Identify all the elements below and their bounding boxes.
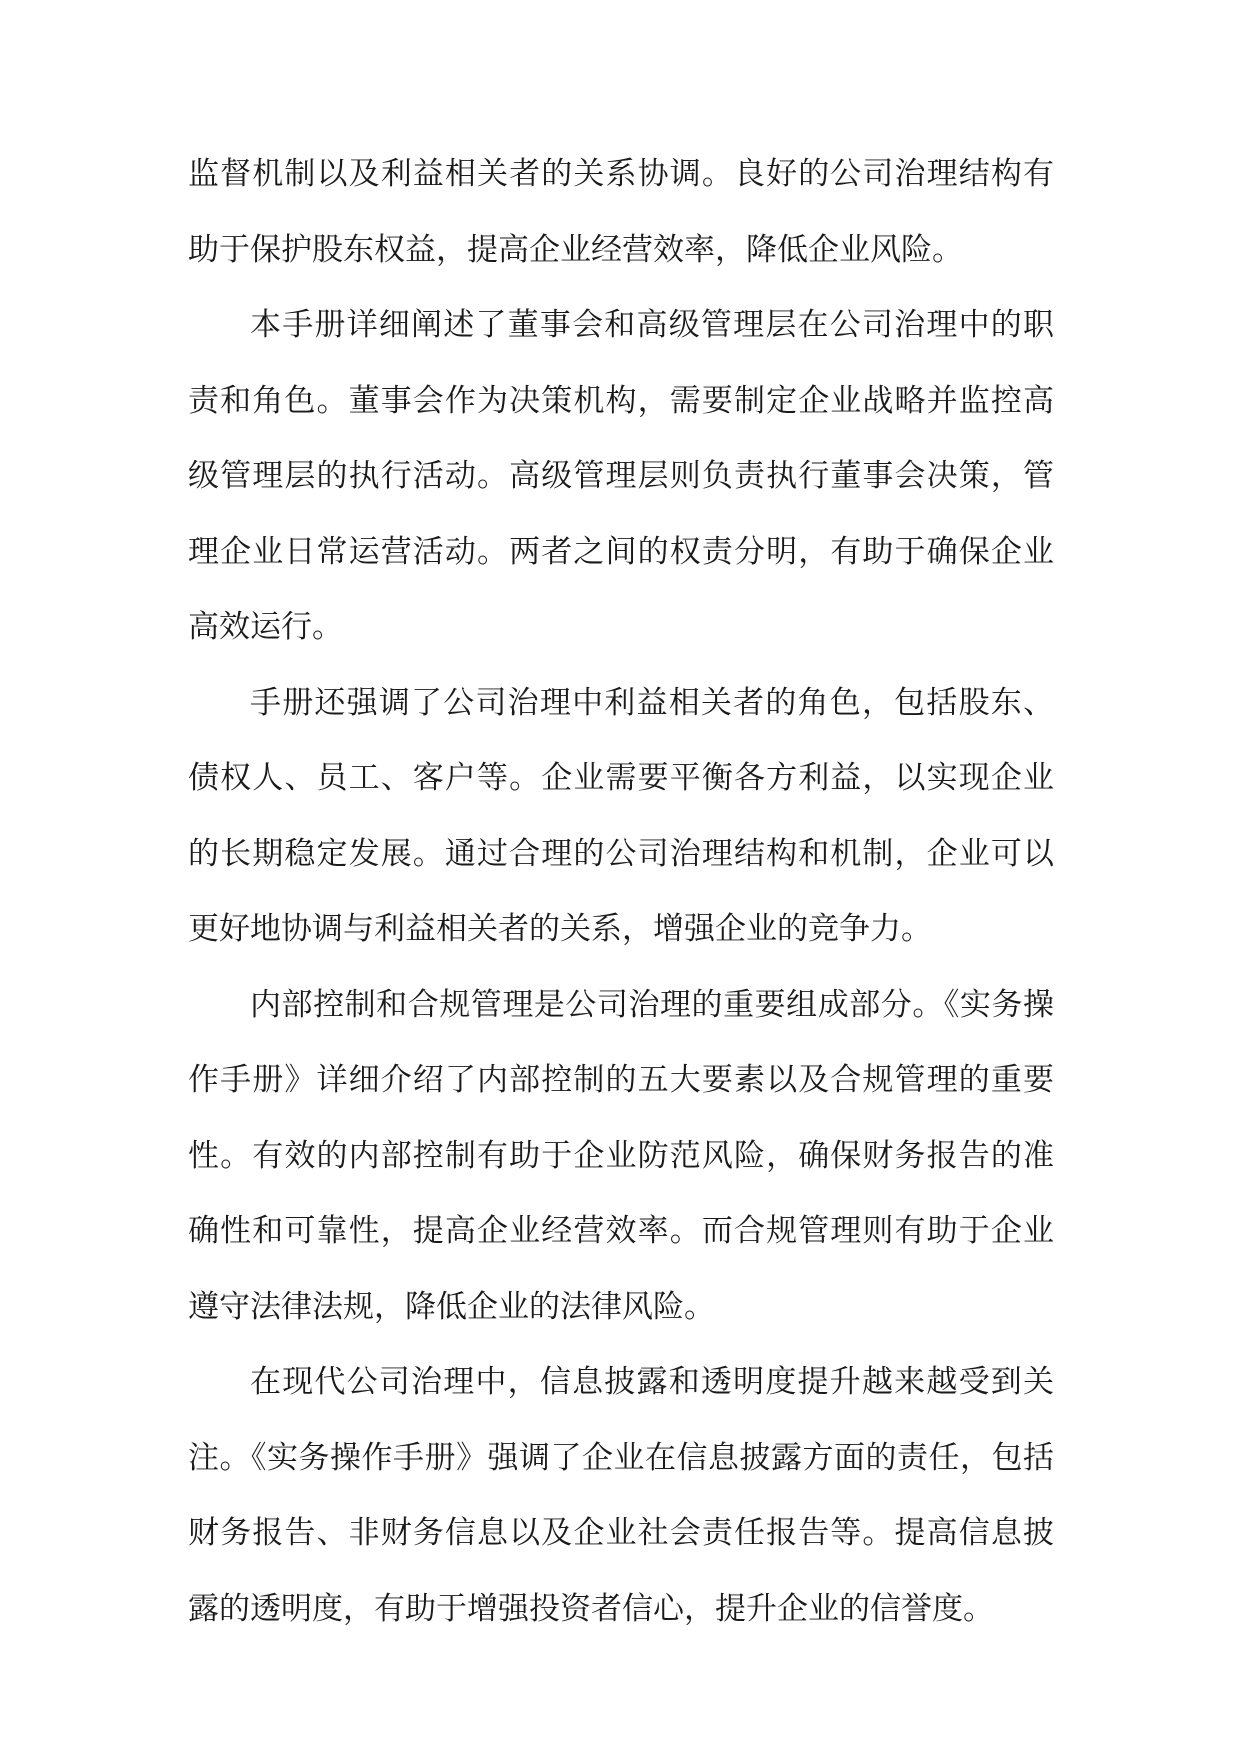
paragraph-board-and-management: 本手册详细阐述了董事会和高级管理层在公司治理中的职责和角色。董事会作为决策机构，需要制定企业战略并监控高级管理层的执行活动。高级管理层则负责执行董事会决策，管理企业日常运营活动。两者之间的权责分明，有助于确保企业高效运行。 <box>188 307 1054 645</box>
paragraph-stakeholders: 手册还强调了公司治理中利益相关者的角色，包括股东、债权人、员工、客户等。企业需要平衡各方利益，以实现企业的长期稳定发展。通过合理的公司治理结构和机制，企业可以更好地协调与利益相关者的关系，增强企业的竞争力。 <box>188 684 1054 947</box>
paragraph-continuation: 监督机制以及利益相关者的关系协调。良好的公司治理结构有助于保护股东权益，提高企业经营效率，降低企业风险。 <box>188 156 1054 268</box>
paragraph-internal-control: 内部控制和合规管理是公司治理的重要组成部分。《实务操作手册》详细介绍了内部控制的五大要素以及合规管理的重要性。有效的内部控制有助于企业防范风险，确保财务报告的准确性和可靠性，提高企业经营效率。而合规管理则有助于企业遵守法律法规，降低企业的法律风险。 <box>188 986 1054 1325</box>
paragraph-disclosure: 在现代公司治理中，信息披露和透明度提升越来越受到关注。《实务操作手册》强调了企业在信息披露方面的责任，包括财务报告、非财务信息以及企业社会责任报告等。提高信息披露的透明度，有助于增强投资者信心，提升企业的信誉度。 <box>188 1364 1054 1627</box>
document-body <box>188 137 1054 1647</box>
